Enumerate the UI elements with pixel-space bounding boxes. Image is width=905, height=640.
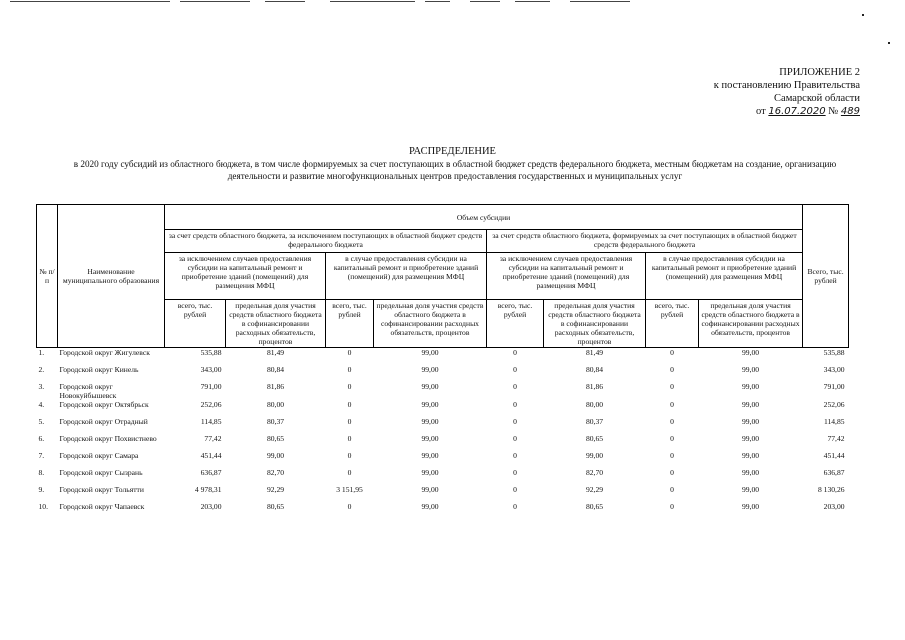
municipality-name: Городской округ Новокуйбышевск [59, 382, 117, 400]
federal-total: 0 [513, 348, 517, 357]
regional-share: 80,37 [266, 417, 285, 426]
federal-repair-total: 0 [670, 400, 674, 409]
regional-share: 99,00 [266, 451, 285, 460]
regional-share: 80,84 [266, 365, 285, 374]
municipality-name: Городской округ Самара [59, 451, 139, 460]
federal-total: 0 [513, 400, 517, 409]
handwritten-number: 489 [840, 106, 860, 117]
regional-share: 92,29 [266, 485, 285, 494]
federal-share: 92,29 [585, 485, 604, 494]
regional-repair-share: 99,00 [421, 434, 439, 443]
row-number: 2. [38, 365, 45, 374]
federal-repair-total: 0 [670, 417, 674, 426]
regional-total: 343,00 [200, 365, 222, 374]
regional-repair-total: 3 151,95 [336, 485, 363, 494]
federal-repair-share: 99,00 [741, 468, 760, 477]
grand-total: 343,00 [823, 365, 845, 374]
regional-total: 4 978,31 [194, 485, 222, 494]
header-grand-total: Всего, тыс. рублей [803, 205, 849, 348]
regional-repair-share: 99,00 [421, 365, 439, 374]
regional-repair-total: 0 [347, 468, 352, 477]
row-number: 10. [38, 502, 48, 511]
municipality-name: Городской округ Чапаевск [59, 502, 145, 511]
table-row [37, 382, 849, 400]
grand-total: 114,85 [823, 417, 845, 426]
header-share: предельная доля участия средств областного бюджета в софинансировании расходных обязательств, процентов [699, 300, 803, 348]
table-row [37, 434, 849, 451]
municipality-name: Городской округ Похвистнево [59, 434, 157, 443]
row-number: 9. [38, 485, 45, 494]
regional-repair-total: 0 [347, 434, 352, 443]
document-title: РАСПРЕДЕЛЕНИЕ [409, 146, 496, 157]
federal-repair-share: 99,00 [741, 451, 760, 460]
federal-total: 0 [513, 382, 517, 391]
table-row [37, 365, 849, 382]
regional-share: 80,65 [266, 502, 285, 511]
federal-total: 0 [513, 434, 517, 443]
grand-total: 203,00 [823, 502, 845, 511]
municipality-name: Городской округ Отрадный [59, 417, 148, 426]
federal-share: 81,86 [585, 382, 604, 391]
federal-share: 81,49 [585, 348, 604, 357]
federal-share: 80,00 [585, 400, 604, 409]
municipality-name: Городской округ Кинель [59, 365, 139, 374]
row-number: 6. [38, 434, 45, 443]
regional-total: 535,88 [200, 348, 222, 357]
federal-repair-share: 99,00 [741, 434, 760, 443]
header-row [37, 205, 849, 230]
federal-repair-share: 99,00 [741, 417, 760, 426]
regional-repair-total: 0 [347, 417, 352, 426]
regional-share: 80,00 [266, 400, 285, 409]
header-total: всего, тыс. рублей [165, 300, 226, 348]
federal-total: 0 [513, 365, 517, 374]
appendix-title: ПРИЛОЖЕНИЕ 2 [779, 67, 860, 78]
row-number: 4. [38, 400, 45, 409]
regional-share: 81,86 [266, 382, 285, 391]
appendix-block [690, 66, 860, 118]
table-row [37, 451, 849, 468]
regional-repair-total: 0 [347, 365, 352, 374]
header-number: № п/п [37, 205, 58, 348]
header-excluding-repair: за исключением случаев предоставления субсидии на капитальный ремонт и приобретение зданий (помещений) для размещения МФЦ [487, 253, 646, 300]
federal-share: 80,65 [585, 434, 604, 443]
grand-total: 8 130,26 [817, 485, 845, 494]
header-volume: Объем субсидии [165, 205, 803, 230]
regional-repair-total: 0 [347, 400, 352, 409]
grand-total: 636,87 [823, 468, 845, 477]
regional-repair-share: 99,00 [421, 502, 439, 511]
regional-repair-total: 0 [347, 348, 352, 357]
regional-share: 80,65 [266, 434, 285, 443]
handwritten-date: 16.07.2020 [768, 106, 826, 117]
table-row [37, 468, 849, 485]
regional-total: 203,00 [200, 502, 222, 511]
table-row [37, 417, 849, 434]
regional-total: 451,44 [200, 451, 222, 460]
row-number: 8. [38, 468, 45, 477]
grand-total: 791,00 [823, 382, 845, 391]
header-total: всего, тыс. рублей [326, 300, 374, 348]
regional-share: 82,70 [266, 468, 285, 477]
federal-share: 80,37 [585, 417, 604, 426]
federal-repair-share: 99,00 [741, 502, 760, 511]
header-repair-case: в случае предоставления субсидии на капитальный ремонт и приобретение зданий (помещений) для размещения МФЦ [326, 253, 487, 300]
grand-total: 77,42 [827, 434, 845, 443]
row-number: 7. [38, 451, 45, 460]
header-group-federal: за счет средств областного бюджета, формируемых за счет поступающих в областной бюджет средств федерального бюджета [487, 230, 803, 253]
table-row [37, 348, 849, 366]
header-total: всего, тыс. рублей [646, 300, 699, 348]
header-share: предельная доля участия средств областного бюджета в софинансировании расходных обязательств, процентов [374, 300, 487, 348]
header-total: всего, тыс. рублей [487, 300, 544, 348]
row-number: 1. [38, 348, 45, 357]
number-prefix: № [828, 106, 839, 117]
federal-total: 0 [513, 502, 517, 511]
regional-share: 81,49 [266, 348, 285, 357]
header-group-regional: за счет средств областного бюджета, за исключением поступающих в областной бюджет средств федерального бюджета [165, 230, 487, 253]
federal-repair-total: 0 [670, 434, 674, 443]
header-share: предельная доля участия средств областного бюджета в софинансировании расходных обязательств, процентов [226, 300, 326, 348]
row-number: 5. [38, 417, 45, 426]
document-subtitle: в 2020 году субсидий из областного бюджета, в том числе формируемых за счет поступающих в областной бюджет средств федерального бюджета, местным бюджетам на создание, организацию деятельности и развитие многофункциональных центров предоставления государственных и муниципальных услуг [73, 159, 837, 181]
federal-total: 0 [513, 485, 517, 494]
regional-total: 791,00 [200, 382, 222, 391]
federal-repair-total: 0 [670, 485, 674, 494]
federal-repair-total: 0 [670, 468, 674, 477]
federal-share: 99,00 [585, 451, 604, 460]
scan-speck [862, 14, 864, 16]
regional-repair-share: 99,00 [421, 400, 439, 409]
regional-total: 77,42 [204, 434, 222, 443]
regional-repair-share: 99,00 [421, 382, 439, 391]
federal-repair-total: 0 [670, 502, 674, 511]
grand-total: 451,44 [823, 451, 845, 460]
scan-top-edge-marks [0, 0, 905, 4]
regional-repair-share: 99,00 [421, 485, 439, 494]
regional-repair-share: 99,00 [421, 348, 439, 357]
regional-total: 636,87 [200, 468, 222, 477]
regional-repair-share: 99,00 [421, 468, 439, 477]
federal-repair-share: 99,00 [741, 382, 760, 391]
federal-share: 80,84 [585, 365, 604, 374]
table-row [37, 400, 849, 417]
municipality-name: Городской округ Октябрьск [59, 400, 149, 409]
header-repair-case: в случае предоставления субсидии на капитальный ремонт и приобретение зданий (помещений) для размещения МФЦ [646, 253, 803, 300]
scan-speck [888, 42, 890, 44]
regional-repair-total: 0 [347, 502, 352, 511]
grand-total: 252,06 [823, 400, 845, 409]
regional-repair-total: 0 [347, 382, 352, 391]
regional-total: 114,85 [200, 417, 222, 426]
appendix-line: к постановлению Правительства [713, 80, 860, 91]
federal-total: 0 [513, 451, 517, 460]
municipality-name: Городской округ Тольятти [59, 485, 144, 494]
date-prefix: от [756, 106, 766, 117]
table-row [37, 485, 849, 502]
regional-repair-share: 99,00 [421, 417, 439, 426]
header-share: предельная доля участия средств областного бюджета в софинансировании расходных обязательств, процентов [544, 300, 646, 348]
federal-repair-total: 0 [670, 365, 674, 374]
grand-total: 535,88 [823, 348, 845, 357]
federal-repair-share: 99,00 [741, 485, 760, 494]
federal-repair-total: 0 [670, 382, 674, 391]
federal-repair-share: 99,00 [741, 400, 760, 409]
appendix-date-line [690, 105, 860, 118]
regional-total: 252,06 [200, 400, 222, 409]
appendix-line: Самарской области [774, 93, 860, 104]
federal-total: 0 [513, 417, 517, 426]
federal-total: 0 [513, 468, 517, 477]
federal-repair-share: 99,00 [741, 365, 760, 374]
municipality-name: Городской округ Сызрань [59, 468, 143, 477]
subsidy-table [36, 204, 849, 519]
federal-repair-total: 0 [670, 451, 674, 460]
table-row [37, 502, 849, 519]
regional-repair-total: 0 [347, 451, 352, 460]
regional-repair-share: 99,00 [421, 451, 439, 460]
federal-repair-total: 0 [670, 348, 674, 357]
federal-share: 82,70 [585, 468, 604, 477]
municipality-name: Городской округ Жигулевск [59, 348, 150, 357]
header-municipality: Наименование муниципального образования [58, 205, 165, 348]
federal-share: 80,65 [585, 502, 604, 511]
row-number: 3. [38, 382, 45, 391]
header-excluding-repair: за исключением случаев предоставления субсидии на капитальный ремонт и приобретение зданий (помещений) для размещения МФЦ [165, 253, 326, 300]
federal-repair-share: 99,00 [741, 348, 760, 357]
